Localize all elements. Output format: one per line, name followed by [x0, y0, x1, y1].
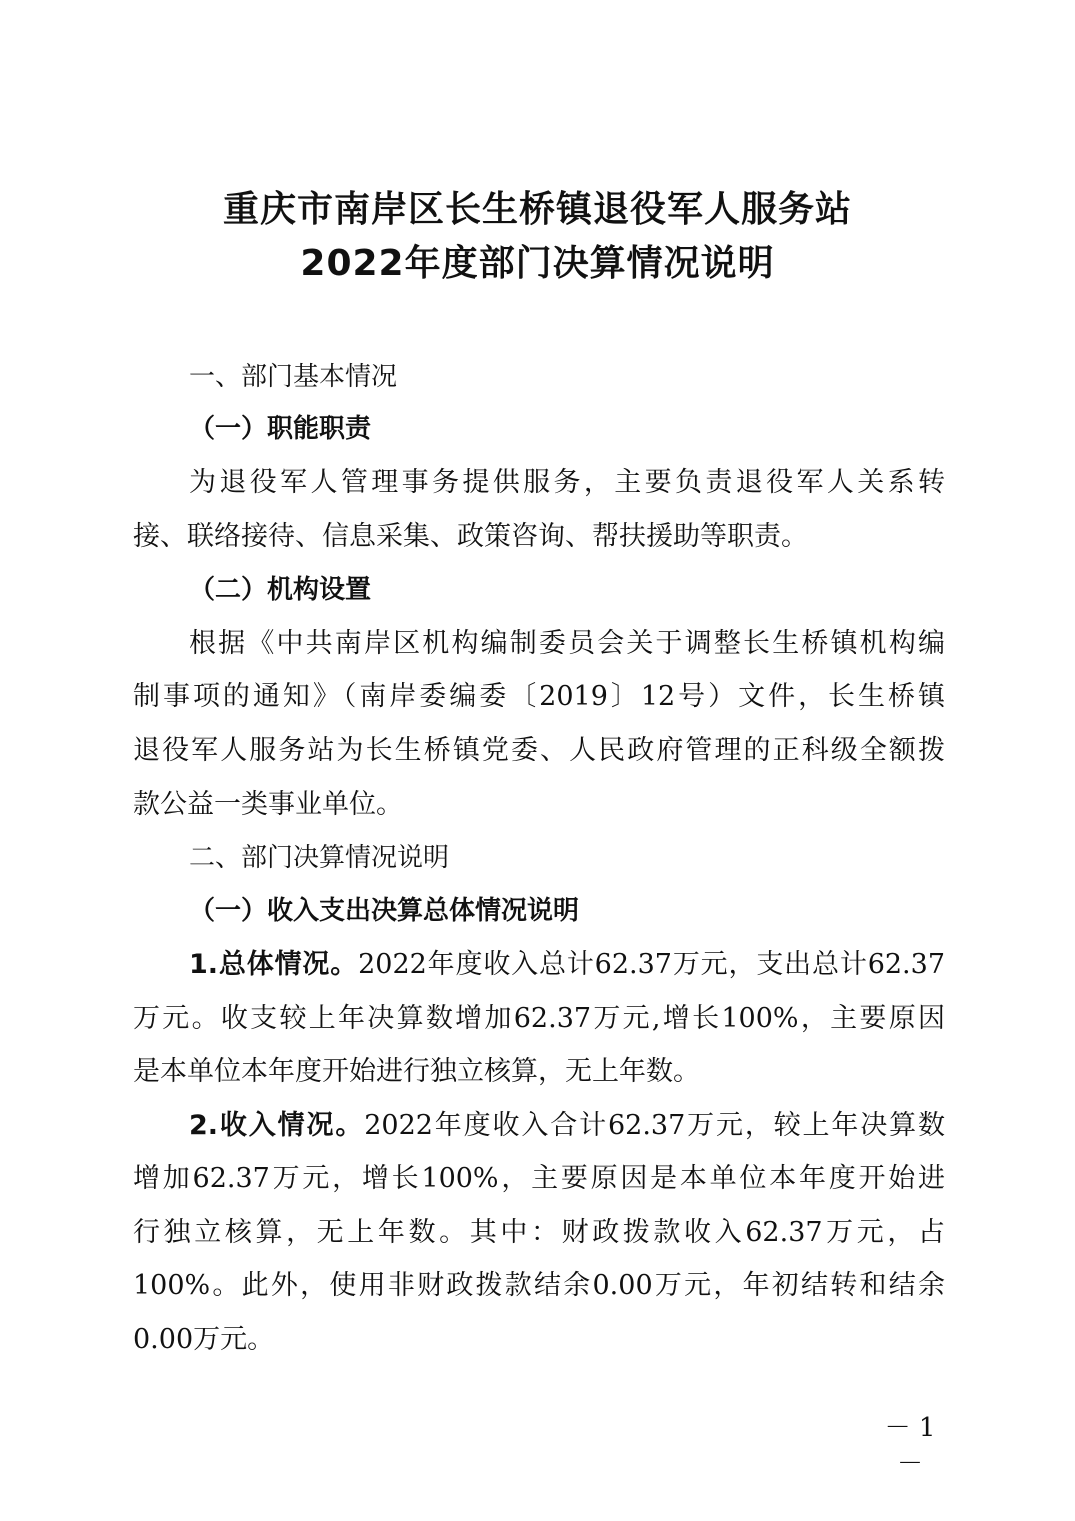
document-title-line-2: 2022年度部门决算情况说明: [300, 243, 775, 284]
paragraph-line: [189, 945, 945, 985]
document-title-line-1: 重庆市南岸区长生桥镇退役军人服务站: [222, 189, 852, 230]
subsection-1-1-heading: （一）职能职责: [189, 414, 372, 444]
paragraph-line: [189, 1106, 945, 1146]
paragraph-line: 款公益一类事业单位。: [133, 789, 403, 820]
page-number: － 1 －: [884, 1413, 936, 1479]
paragraph-line: 根据《中共南岸区机构编制委员会关于调整长生桥镇机构编: [189, 628, 945, 659]
paragraph-text: 2022年度收入合计62.37万元，较上年决算数: [364, 1110, 945, 1141]
paragraph-line: 增加62.37万元，增长100%，主要原因是本单位本年度开始进: [133, 1163, 945, 1194]
paragraph-line: 退役军人服务站为长生桥镇党委、人民政府管理的正科级全额拨: [133, 735, 945, 766]
paragraph-line: 100%。此外，使用非财政拨款结余0.00万元，年初结转和结余: [133, 1270, 945, 1301]
section-2-heading: 二、部门决算情况说明: [189, 843, 450, 873]
paragraph-line: 为退役军人管理事务提供服务，主要负责退役军人关系转: [189, 467, 945, 498]
subsection-2-1-heading: （一）收入支出决算总体情况说明: [189, 896, 580, 926]
paragraph-line: 0.00万元。: [133, 1324, 275, 1355]
paragraph-line: 行独立核算，无上年数。其中：财政拨款收入62.37万元，占: [133, 1217, 945, 1248]
paragraph-lead: 2.收入情况。: [189, 1110, 365, 1141]
paragraph-line: 制事项的通知》（南岸委编委〔2019〕12号）文件，长生桥镇: [133, 681, 945, 712]
paragraph-line: 是本单位本年度开始进行独立核算，无上年数。: [133, 1056, 700, 1087]
section-1-heading: 一、部门基本情况: [189, 362, 398, 392]
paragraph-text: 2022年度收入总计62.37万元，支出总计62.37: [358, 949, 945, 980]
paragraph-line: 接、联络接待、信息采集、政策咨询、帮扶援助等职责。: [133, 521, 808, 552]
subsection-1-2-heading: （二）机构设置: [189, 575, 372, 605]
paragraph-lead: 1.总体情况。: [189, 949, 359, 980]
paragraph-line: 万元。收支较上年决算数增加62.37万元,增长100%，主要原因: [133, 1003, 945, 1034]
